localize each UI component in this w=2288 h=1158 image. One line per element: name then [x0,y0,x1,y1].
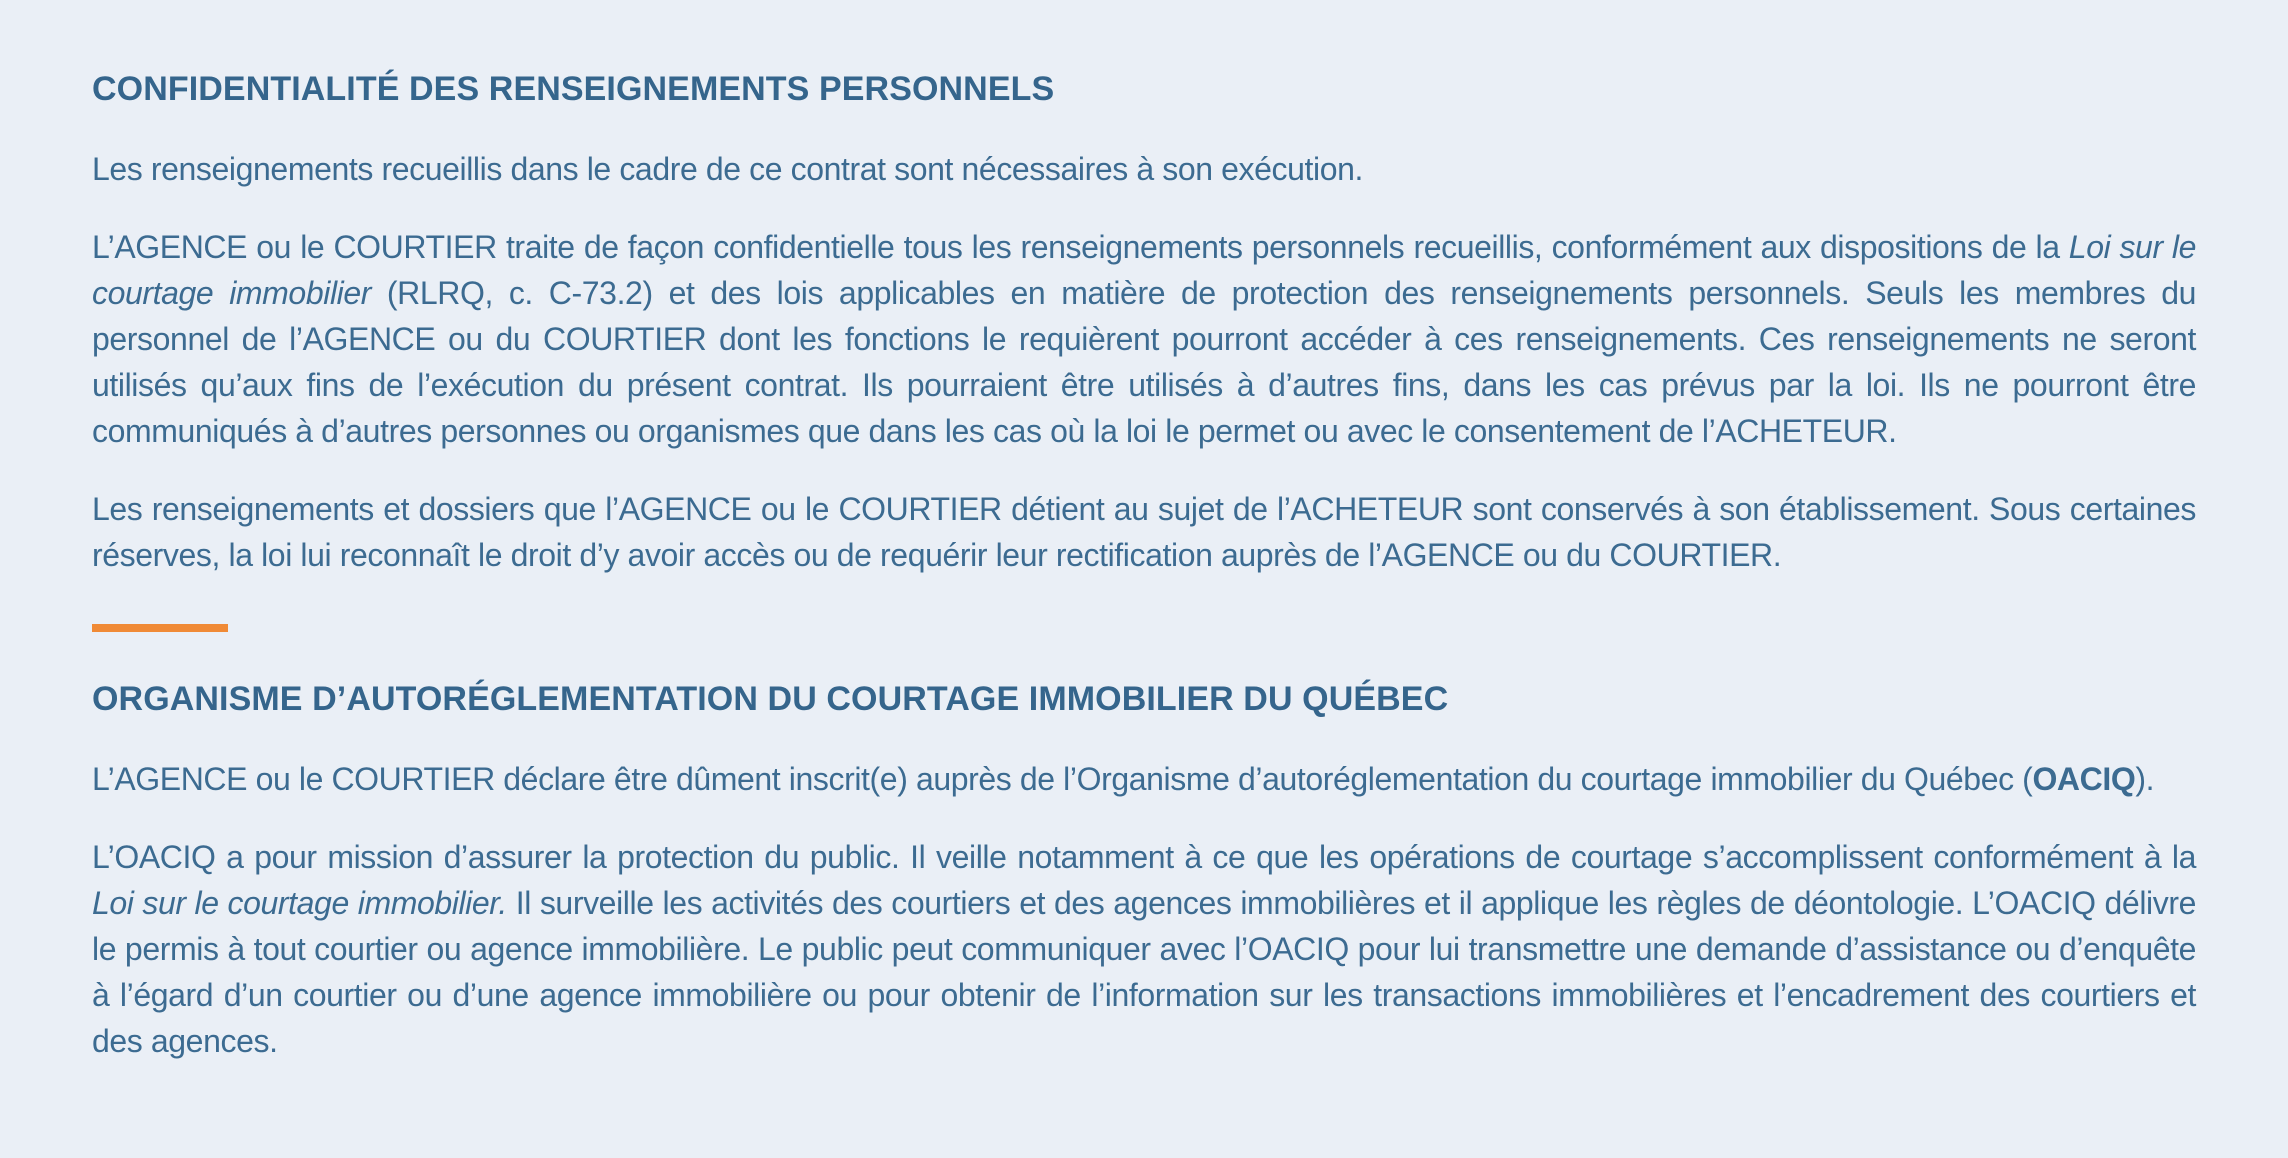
confidentiality-paragraph-1: Les renseignements recueillis dans le cadre de ce contrat sont nécessaires à son exécution. [92,151,1364,187]
confidentiality-paragraph-2-text-a: L’AGENCE ou le COURTIER traite de façon confidentielle tous les renseignements personnels recueillis, conformément aux dispositions de la [92,229,2069,265]
oaciq-paragraph-2-text-a: L’OACIQ a pour mission d’assurer la protection du public. Il veille notamment à ce que les opérations de courtage s’accomplissent conformément à la [92,839,2196,875]
oaciq-title: ORGANISME D’AUTORÉGLEMENTATION DU COURTAGE IMMOBILIER DU QUÉBEC [92,680,1449,718]
section-divider [92,624,228,632]
oaciq-paragraph-1 [92,756,2196,802]
confidentiality-section [92,64,2196,578]
confidentiality-paragraph-3: Les renseignements et dossiers que l’AGENCE ou le COURTIER détient au sujet de l’ACHETEUR sont conservés à son établissement. Sous certaines réserves, la loi lui reconnaît le droit d’y avoir accès ou de requérir leur rectification auprès de l’AGENCE ou du COURTIER. [92,491,2196,573]
oaciq-acronym-bold: OACIQ [2032,761,2136,797]
confidentiality-title: CONFIDENTIALITÉ DES RENSEIGNEMENTS PERSONNELS [92,70,1055,108]
oaciq-paragraph-1-text-a: L’AGENCE ou le COURTIER déclare être dûment inscrit(e) auprès de l’Organisme d’autoréglementation du courtage immobilier du Québec ( [92,761,2033,797]
oaciq-paragraph-1-text-b: ). [2135,761,2155,797]
confidentiality-paragraph-2 [92,224,2196,454]
confidentiality-paragraph-2-text-b: (RLRQ, c. C-73.2) et des lois applicables en matière de protection des renseignements personnels. Seuls les membres du personnel de l’AGENCE ou du COURTIER dont les fonctions le requièrent pourront accéder à ces renseignements. Ces renseignements ne seront utilisés qu’aux fins de l’exécution du présent contrat. Ils pourraient être utilisés à d’autres fins, dans les cas prévus par la loi. Ils ne pourront être communiqués à d’autres personnes ou organismes que dans les cas où la loi le permet ou avec le consentement de l’ACHETEUR. [92,275,2196,449]
oaciq-paragraph-2 [92,834,2196,1064]
law-title-italic: Loi sur le courtage immobilier. [92,885,507,921]
law-title-italic: Loi sur le courtage immobilier [92,229,2196,311]
oaciq-section [92,674,2196,1064]
oaciq-paragraph-2-text-b: Il surveille les activités des courtiers et des agences immobilières et il applique les règles de déontologie. L’OACIQ délivre le permis à tout courtier ou agence immobilière. Le public peut communiquer avec l’OACIQ pour lui transmettre une demande d’assistance ou d’enquête à l’égard d’un courtier ou d’une agence immobilière ou pour obtenir de l’information sur les transactions immobilières et l’encadrement des courtiers et des agences. [92,885,2196,1059]
